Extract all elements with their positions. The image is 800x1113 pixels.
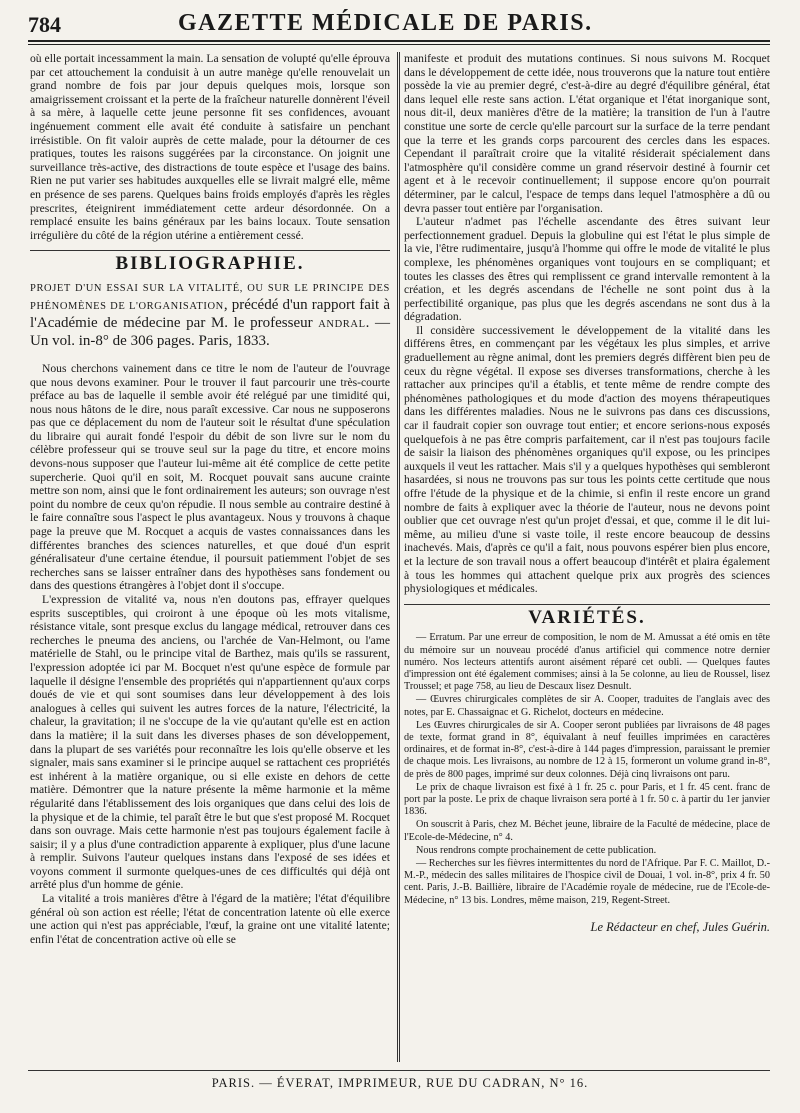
column-divider (397, 52, 398, 1062)
paragraph: Il considère successivement le développement de la vitalité dans les différens êtres, en commençant par les végétaux les plus simples, et arrive graduellement au règne animal, dont les premiers degrés diffèrent bien peu de ceux du règne végétal. Il expose ses diverses transformations, cherche à les rattacher aux principes qu'il a établis, et tente même de rendre compte des phénomènes pathologiques et du mode d'action des moyens thérapeutiques dans les différentes maladies. Nous ne le suivrons pas dans ces discussions, car il faudrait copier son ouvrage tout entier; et encore serions-nous exposés quelquefois à ne pas être compris parfaitement, car il n'est pas toujours facile de saisir la liaison des phénomènes organiques qu'il expose, ou les principes auxquels il veut les rattacher. Mais s'il y a quelques hypothèses qui sembleront hasardées, si nous ne trouvons pas sur tous les points cette certitude que nous offre l'étude de la physique et de la chimie, si enfin il reste encore un grand nombre de faits à expliquer avec la théorie de l'auteur, nous ne devons point oublier que cet ouvrage n'est qu'un projet d'essai, et que, comme il le dit lui-même, au milieu d'une si vaste toile, il reste encore beaucoup de dessins inachevés. Mais, d'après ce qu'il a fait, nous pouvons espérer bien plus encore, et la lecture de son travail nous a offert beaucoup d'intérêt et plaira également à tous les hommes qui attachent quelque prix aux progrès des sciences physiologiques et médicales. (404, 323, 770, 596)
imprint-footer: PARIS. — ÉVERAT, IMPRIMEUR, RUE DU CADRAN, N° 16. (211, 1076, 589, 1090)
right-column (404, 52, 770, 934)
section-rule (404, 604, 770, 605)
section-title-varietes: VARIÉTÉS. (528, 606, 646, 628)
paragraph: L'auteur n'admet pas l'échelle ascendante des êtres suivant leur perfectionnement graduel. Depuis la globuline qui est l'état le plus simple de la vie, l'être rudimentaire, jusqu'à l'homme qui offre le mode de vitalité le plus complexe, les phénomènes organiques vont toujours en se compliquant; et toutes les classes des êtres qui remplissent ce grand intervalle remontent à la création, et les degrés ascendans de l'échelle ne sont point dus à la perfectibilité organique, pas plus que les degrés ascendans ne sont dus à la dégradation. (404, 215, 770, 324)
section-title-bibliographie: BIBLIOGRAPHIE. (115, 253, 305, 275)
paragraph: La vitalité a trois manières d'être à l'égard de la matière; l'état d'équilibre général où son action est réelle; l'état de concentration latente où elle exerce une action qui n'est pas appréciable, l'œuf, la graine ont une vitalité latente; enfin l'état de concentration active où elle se (30, 892, 390, 946)
section-rule (30, 250, 390, 251)
header-rule-thin (28, 44, 770, 45)
paragraph: manifeste et produit des mutations continues. Si nous suivons M. Rocquet dans le développement de cette idée, nous trouverons que la nature tout entière possède la vie au premier degré, c'est-à-dire au degré d'équilibre général, état dans lequel elle reste sans action. L'état organique et l'état inorganique sont, nous dit-il, deux manières d'être de la matière; la transition de l'un à l'autre constitue une sorte de cercle qu'elle parcourt sur la surface de la terre pendant que la terre et les grands corps parcourent des cercles dans les espaces. Cependant il paraîtrait croire que la vitalité résiderait spécialement dans l'atmosphère qu'il considère comme un grand réservoir destiné à fournir cet agent et à le recevoir continuellement; il suppose encore qu'on pourrait déterminer, par le calcul, l'espace de temps dans lequel l'atmosphère a dû ou devra passer tout entière par l'organisation. (404, 52, 770, 215)
paragraph: L'expression de vitalité va, nous n'en doutons pas, effrayer quelques esprits susceptibles, qui croiront à une époque où les mots vitalisme, résistance vitale, sont presque exclus du langage médical, retrouver dans ces recherches le pneuma des anciens, ou l'archée de Van-Helmont, ou l'ame matérielle de Stahl, ou le principe vital de Barthez, mais qu'ils se rassurent, l'expression adoptée ici par M. Bocquet n'est qu'une espèce de formule par laquelle il désigne l'ensemble des propriétés qui n'appartiennent qu'aux corps doués de vie et qui sont soumises dans leur développement à des lois analogues à celles qui suivent les autres forces de la nature, l'électricité, la chaleur, la gravitation; il ne s'occupe de la vie qu'autant qu'elle est en action dans la matière; il la suit dans les diverses phases de son développement, dans la plupart de ses variétés pour reconnaître les lois qu'elle observe et les signaler, mais sans examiner si le principe auquel se rattachent ces propriétés est inhérent à la matière organique, ou si elle existe en dehors de cette matière. Démontrer que la nature présente la même harmonie et la même régularité dans l'établissement des lois organiques que dans celui des lois de la physique et de la chimie, tel paraît être le but que s'est proposé M. Rocquet dans son ouvrage. Mais cette harmonie n'est pas toujours également facile à saisir; il y a plus d'une contradiction apparente à expliquer, plus d'une lacune à remplir. Suivons l'auteur quelques instans dans l'exposé de ses idées et voyons comment il surmonte quelques-unes de ces difficultés qui déjà ont arrêté plus d'un homme de génie. (30, 593, 390, 892)
book-title-rest: , précédé d'un rapport fait à l'Académie de médecine par M. le professeur (30, 296, 391, 331)
page-number: 784 (28, 12, 61, 37)
news-item: Le prix de chaque livraison est fixé à 1 fr. 25 c. pour Paris, et 1 fr. 45 cent. franc de port par la poste. Le prix de chaque livraison sera porté à 1 fr. 50 c. à partir du 1er janvier 1836. (404, 781, 770, 818)
book-title (30, 279, 390, 350)
paragraph: où elle portait incessamment la main. La sensation de volupté qu'elle éprouva par cet attouchement la conduisit à un autre manège qu'elle renouvelait un grand nombre de fois par jour depuis quelques mois, lorsque son amaigrissement croissant et la perte de la fraîcheur naturelle donnèrent l'éveil à sa mère, à laquelle cette jeune personne fit ses confidences, avouant ingénuement comment elle avait été conduite à satisfaire un penchant irrésistible. On fit valoir auprès de cette malade, pour la détourner de ces pratiques, toutes les raisons suggérées par la circonstance. On joignit une surveillance très-active, des distractions de toute espèce et l'usage des bains. Rien ne put varier ses habitudes auxquelles elle se livrait malgré elle, même en présence de ses parens. Quelques bains froids employés d'après les règles prescrites, éteignirent immédiatement cette ardeur désordonnée. On a remplacé ensuite les bains généraux par les bains locaux. Toute sensation irrégulière du côté de la région utérine a entièrement cessé. (30, 52, 390, 242)
footer-rule (28, 1070, 770, 1071)
news-item: Nous rendrons compte prochainement de cette publication. (416, 844, 657, 856)
book-title-smallcaps: PROJET D'UN ESSAI SUR LA VITALITÉ, OU SUR LE PRINCIPE DES PHÉNOMÈNES DE L'ORGANISATION (30, 282, 390, 312)
news-item: — Erratum. Par une erreur de composition, le nom de M. Amussat a été omis en tête du mémoire sur un nouveau procédé d'anus artificiel qui commence notre dernier numéro. Nos lecteurs attentifs auront aisément réparé cet oubli. — Quelques fautes d'impression ont été également commises; ainsi à la 5e colonne, au lieu de Roussel, lisez Troussel; et page 758, au lieu de Descaux lisez Desnult. (404, 632, 770, 693)
page-header (28, 10, 770, 40)
news-item: — Œuvres chirurgicales complètes de sir A. Cooper, traduites de l'anglais avec des notes, par E. Chassaignac et G. Richelot, docteurs en médecine. (404, 694, 770, 718)
news-item: Les Œuvres chirurgicales de sir A. Cooper seront publiées par livraisons de 48 pages de texte, format grand in 8°, équivalant à neuf feuilles imprimées en caractères ordinaires, et de format in-8°, c'est-à-dire à 144 pages d'impression, paraissant le premier de chaque mois. Les livraisons, au nombre de 12 à 15, formeront un volume grand in-8°, de près de 800 pages, imprimé sur deux colonnes. Déjà cinq livraisons ont paru. (404, 719, 770, 780)
page-title: GAZETTE MÉDICALE DE PARIS. (178, 10, 593, 36)
book-title-end: . — Un vol. in-8° de 306 pages. Paris, 1833. (30, 314, 390, 349)
signature: Le Rédacteur en chef, Jules Guérin. (590, 919, 770, 934)
news-item: On souscrit à Paris, chez M. Béchet jeune, libraire de la Faculté de médecine, place de l'Ecole-de-Médecine, n° 4. (404, 819, 770, 843)
author-name: ANDRAL (318, 318, 366, 330)
varietes-content (404, 632, 770, 906)
header-rule (28, 40, 770, 42)
news-item: — Recherches sur les fièvres intermittentes du nord de l'Afrique. Par F. C. Maillot, D.-M.-P., médecin des salles militaires de l'hospice civil de Douai, 1 vol. in-8°, prix 4 fr. 50 cent. Paris, J.-B. Baillière, libraire de l'Académie royale de médecine, rue de l'Ecole-de-Médecine, n° 13 bis. Londres, même maison, 219, Regent-Street. (404, 858, 770, 906)
paragraph: Nous cherchons vainement dans ce titre le nom de l'auteur de l'ouvrage que nous devons examiner. Pour le trouver il faut parcourir une très-courte préface au bas de laquelle il semble avoir été relégué par une timidité qui, nous nous hâtons de le dire, nous paraît excessive. Car nous ne supposerons pas que ce déplacement du nom de l'auteur soit le résultat d'une spéculation du libraire qui aurait fondé l'espoir du débit de son livre sur le nom du célèbre professeur qui se trouve seul sur la page du titre, et encore moins devons-nous supposer que l'auteur lui-même ait été complice de cette petite supercherie. Quoi qu'il en soit, M. Rocquet pouvait sans aucune crainte mettre son nom, ainsi que le font ordinairement les auteurs; son ouvrage n'est point du nombre de ceux qu'on répudie. Il nous semble au contraire destiné à le faire connaître sous l'aspect le plus avantageux. Nous y trouvons à chaque page la preuve que M. Rocquet a acquis de vastes connaissances dans les différentes branches des sciences naturelles, et que doué d'un esprit généralisateur d'une certaine étendue, il poursuit patiemment l'objet de ses recherches sans se laisser entraîner dans des hypothèses sans fondement ou dans des questions étrangères à l'objet dont il s'occupe. (30, 361, 390, 593)
column-divider (399, 52, 400, 1062)
left-column (30, 52, 390, 946)
